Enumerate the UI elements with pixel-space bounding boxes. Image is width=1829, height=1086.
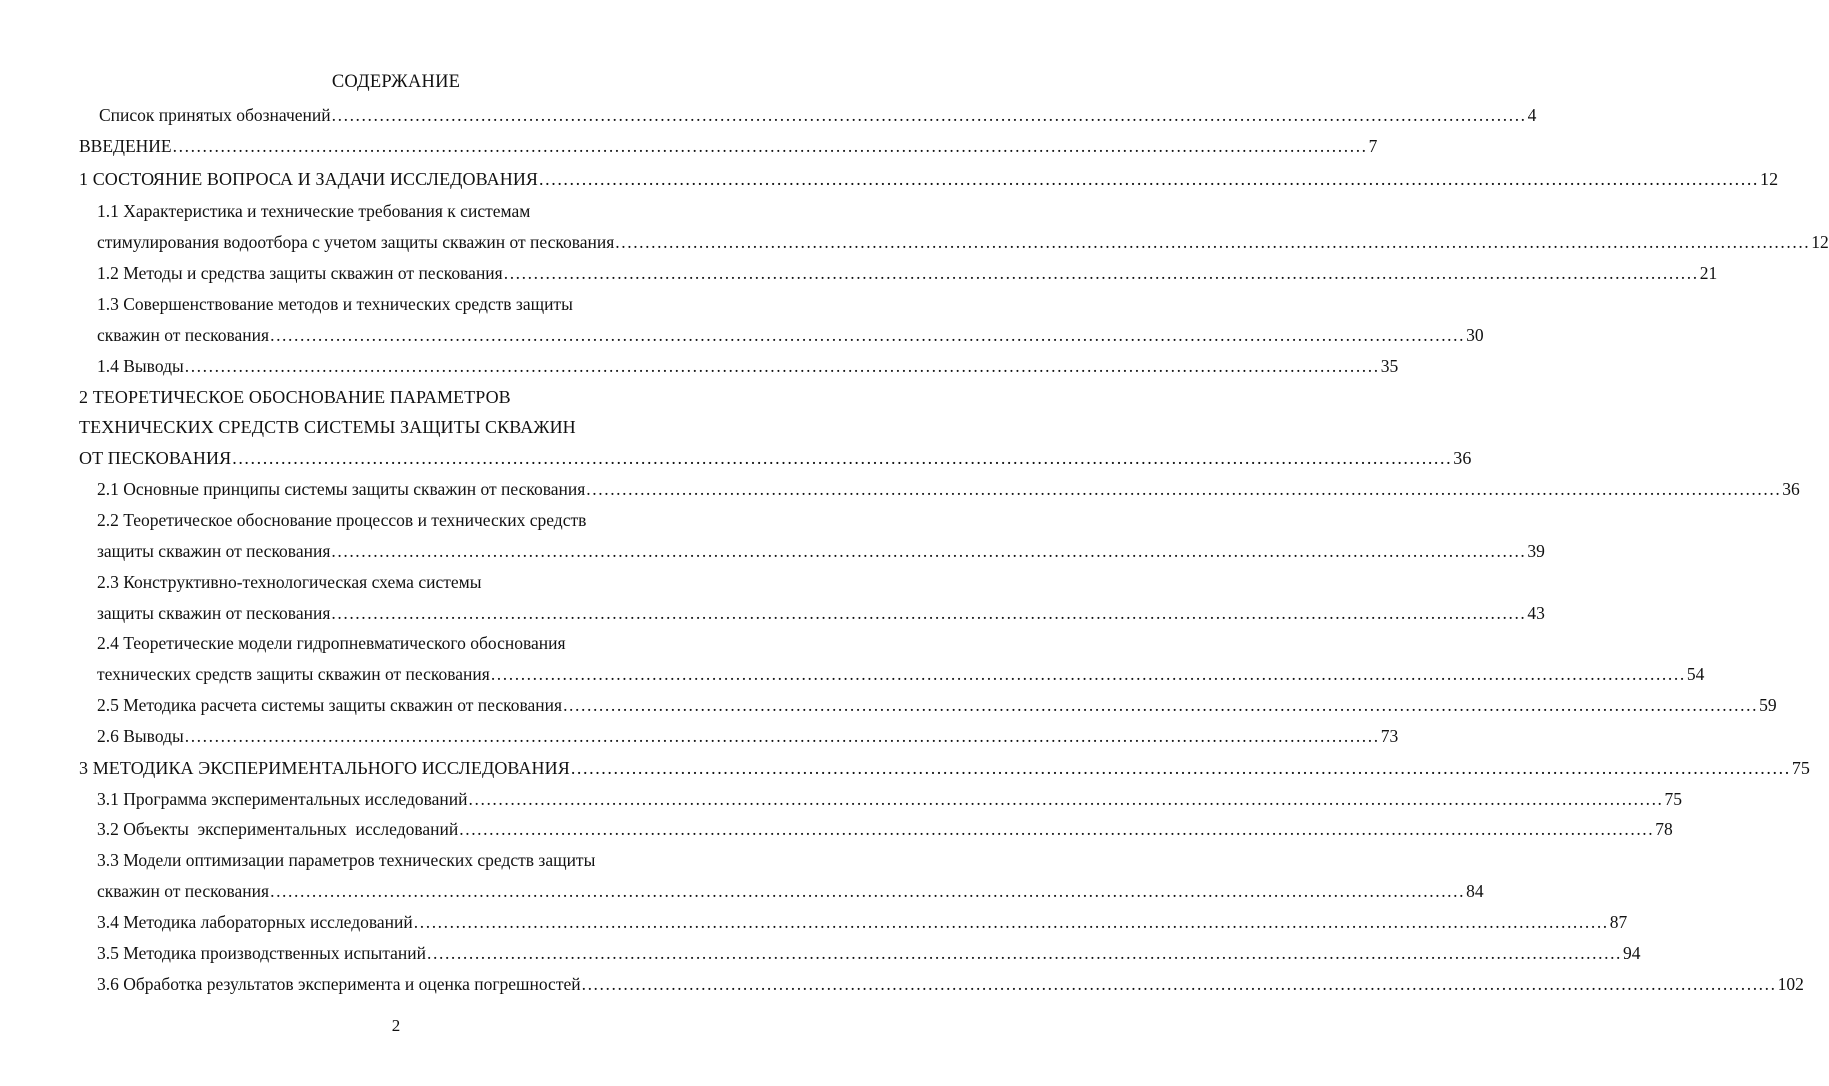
toc-entry-text: 1.3 Совершенствование методов и технических средств защиты (97, 294, 573, 314)
toc-leader-dots: ........................................................................................................................................................................................................ (331, 603, 1527, 623)
toc-entry (97, 941, 1641, 965)
toc-leader-dots: ........................................................................................................................................................................................................ (331, 541, 1527, 561)
toc-leader-dots: ........................................................................................................................................................................................................ (270, 325, 1466, 345)
toc-entry (79, 446, 1472, 470)
toc-entry-page: 75 (1791, 758, 1811, 778)
toc-entry (97, 570, 709, 594)
toc-entry (79, 167, 1779, 191)
toc-entry-text: стимулирования водоотбора с учетом защиты скважин от пескования (97, 232, 615, 252)
toc-entry (97, 910, 1628, 934)
toc-leader-dots: ........................................................................................................................................................................................................ (468, 789, 1664, 809)
toc-leader-dots: ........................................................................................................................................................................................................ (490, 664, 1686, 684)
page-title: СОДЕРЖАНИЕ (331, 72, 461, 92)
toc-entry (99, 103, 1537, 127)
toc-entry-text: 2.6 Выводы (97, 726, 184, 746)
toc-entry-page: 43 (1527, 603, 1545, 623)
toc-entry-text: скважин от пескования (97, 881, 270, 901)
toc-leader-dots: ........................................................................................................................................................................................................ (184, 356, 1380, 376)
toc-entry-text: 2.3 Конструктивно-технологическая схема системы (97, 572, 482, 592)
toc-entry-text: 2.2 Теоретическое обоснование процессов и технических средств (97, 510, 587, 530)
toc-entry-text: 2 ТЕОРЕТИЧЕСКОЕ ОБОСНОВАНИЕ ПАРАМЕТРОВ (79, 387, 511, 407)
toc-entry-text: 1.4 Выводы (97, 356, 184, 376)
toc-entry (97, 601, 1545, 625)
toc-entry-text: ТЕХНИЧЕСКИХ СРЕДСТВ СИСТЕМЫ ЗАЩИТЫ СКВАЖИН (79, 417, 576, 437)
toc-entry-text: скважин от пескования (97, 325, 270, 345)
toc-leader-dots: ........................................................................................................................................................................................................ (427, 943, 1623, 963)
toc-leader-dots: ........................................................................................................................................................................................................ (563, 695, 1759, 715)
toc-entry (97, 477, 1800, 501)
page-number: 2 (391, 1016, 401, 1035)
toc-entry-text: 1 СОСТОЯНИЕ ВОПРОСА И ЗАДАЧИ ИССЛЕДОВАНИЯ (79, 169, 539, 189)
toc-entry (97, 323, 1484, 347)
toc-entry-text: защиты скважин от пескования (97, 603, 331, 623)
toc-leader-dots: ........................................................................................................................................................................................................ (570, 758, 1791, 778)
toc-entry-text: Список принятых обозначений (99, 105, 331, 125)
toc-leader-dots: ........................................................................................................................................................................................................ (232, 448, 1453, 468)
toc-entry-text: 2.1 Основные принципы системы защиты скважин от пескования (97, 479, 586, 499)
toc-entry-page: 102 (1777, 974, 1804, 994)
toc-leader-dots: ........................................................................................................................................................................................................ (184, 726, 1380, 746)
toc-entry (97, 724, 1399, 748)
toc-entry-page: 36 (1782, 479, 1800, 499)
toc-entry-page: 36 (1453, 448, 1472, 468)
toc-entry-page: 12 (1811, 232, 1829, 252)
toc-entry (79, 415, 709, 439)
toc-entry (97, 261, 1718, 285)
toc-entry (97, 354, 1399, 378)
toc-entry-page: 7 (1368, 136, 1378, 156)
toc-leader-dots: ........................................................................................................................................................................................................ (615, 232, 1811, 252)
toc-entry-text: 1.1 Характеристика и технические требования к системам (97, 201, 531, 221)
toc-entry-text: 2.4 Теоретические модели гидропневматического обоснования (97, 633, 566, 653)
toc-entry-page: 30 (1466, 325, 1484, 345)
toc-entry-page: 35 (1380, 356, 1399, 376)
toc-entry-page: 4 (1527, 105, 1537, 125)
toc-entry-page: 87 (1609, 912, 1628, 932)
toc-entry (97, 972, 1804, 996)
toc-entry (97, 292, 709, 316)
toc-entry-text: 3.2 Объекты экспериментальных исследований (97, 819, 459, 839)
toc-entry-page: 94 (1623, 943, 1641, 963)
toc-entry-text: защиты скважин от пескования (97, 541, 331, 561)
toc-leader-dots: ........................................................................................................................................................................................................ (539, 169, 1760, 189)
toc-leader-dots: ........................................................................................................................................................................................................ (172, 136, 1368, 156)
toc-entry (97, 817, 1673, 841)
toc-leader-dots: ........................................................................................................................................................................................................ (586, 479, 1782, 499)
toc-entry (79, 134, 1378, 158)
toc-entry (97, 693, 1777, 717)
toc-entry (97, 631, 709, 655)
toc-entry-page: 59 (1759, 695, 1777, 715)
toc-entry (79, 385, 709, 409)
toc-leader-dots: ........................................................................................................................................................................................................ (331, 105, 1527, 125)
toc-leader-dots: ........................................................................................................................................................................................................ (459, 819, 1655, 839)
toc-entry (97, 508, 709, 532)
toc-entry (97, 787, 1683, 811)
toc-entry (97, 662, 1705, 686)
toc-leader-dots: ........................................................................................................................................................................................................ (270, 881, 1466, 901)
toc-entry-text: 3 МЕТОДИКА ЭКСПЕРИМЕНТАЛЬНОГО ИССЛЕДОВАНИЯ (79, 758, 570, 778)
toc-entry-page: 39 (1527, 541, 1545, 561)
toc-entry-page: 12 (1760, 169, 1779, 189)
toc-entry-page: 78 (1655, 819, 1673, 839)
toc-entry (97, 848, 709, 872)
toc-leader-dots: ........................................................................................................................................................................................................ (413, 912, 1609, 932)
toc-entry-page: 54 (1686, 664, 1705, 684)
toc-entry (97, 199, 709, 223)
toc-entry-page: 84 (1466, 881, 1484, 901)
toc-entry-text: ВВЕДЕНИЕ (79, 136, 172, 156)
toc-entry-text: 3.3 Модели оптимизации параметров технических средств защиты (97, 850, 596, 870)
toc-entry (97, 230, 1829, 254)
toc-leader-dots: ........................................................................................................................................................................................................ (503, 263, 1699, 283)
toc-entry-text: 2.5 Методика расчета системы защиты скважин от пескования (97, 695, 563, 715)
toc-entry-text: ОТ ПЕСКОВАНИЯ (79, 448, 232, 468)
toc-entry-text: 3.4 Методика лабораторных исследований (97, 912, 413, 932)
toc-entry (97, 879, 1484, 903)
toc-entry-text: 3.5 Методика производственных испытаний (97, 943, 427, 963)
toc-entry-page: 73 (1380, 726, 1399, 746)
toc-entry-page: 75 (1664, 789, 1683, 809)
toc-entry-text: 3.6 Обработка результатов эксперимента и оценка погрешностей (97, 974, 581, 994)
toc-entry-text: технических средств защиты скважин от пескования (97, 664, 490, 684)
toc-leader-dots: ........................................................................................................................................................................................................ (581, 974, 1777, 994)
toc-entry-text: 3.1 Программа экспериментальных исследований (97, 789, 468, 809)
toc-entry (79, 756, 1811, 780)
toc-entry-text: 1.2 Методы и средства защиты скважин от пескования (97, 263, 503, 283)
toc-entry-page: 21 (1699, 263, 1718, 283)
toc-entry (97, 539, 1545, 563)
